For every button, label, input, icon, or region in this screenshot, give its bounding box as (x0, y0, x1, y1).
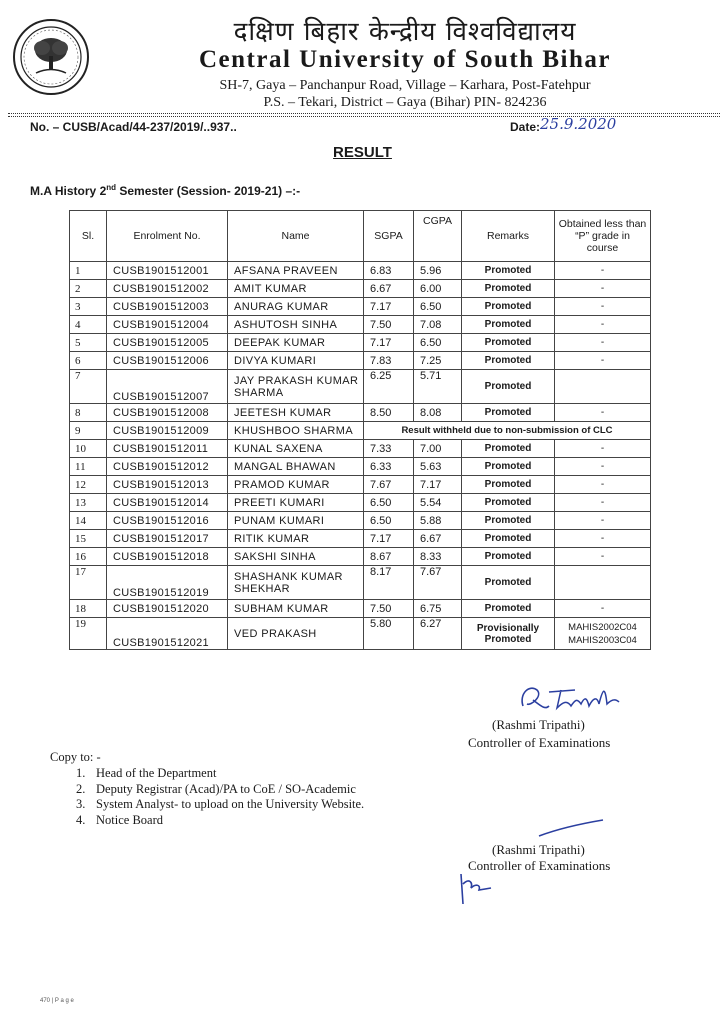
cell-remarks: Promoted (462, 476, 555, 494)
cell-sgpa: 7.17 (364, 298, 414, 316)
university-english-title: Central University of South Bihar (199, 46, 611, 73)
cell-remarks: Promoted (462, 566, 555, 600)
cell-name: SAKSHI SINHA (228, 548, 364, 566)
cell-remarks: Promoted (462, 440, 555, 458)
cell-obtained-less (555, 566, 651, 600)
cell-remarks: Promoted (462, 512, 555, 530)
table-row (70, 440, 651, 458)
cell-sl: 17 (70, 566, 107, 600)
result-heading: RESULT (333, 144, 392, 161)
cell-sgpa: 6.50 (364, 512, 414, 530)
cell-remarks: Promoted (462, 600, 555, 618)
signatory-name: (Rashmi Tripathi) (492, 717, 585, 732)
cell-sl: 13 (70, 494, 107, 512)
cell-name: PUNAM KUMARI (228, 512, 364, 530)
cell-enrolment: CUSB1901512021 (107, 618, 228, 650)
cell-enrolment: CUSB1901512013 (107, 476, 228, 494)
cell-sgpa: 5.80 (364, 618, 414, 650)
col-header-enrolment: Enrolment No. (107, 211, 228, 262)
cell-cgpa: 6.00 (414, 280, 462, 298)
address-line-1: SH-7, Gaya – Panchanpur Road, Village – Karhara, Post-Fatehpur (219, 78, 591, 93)
cell-sl: 2 (70, 280, 107, 298)
table-row (70, 370, 651, 404)
cell-enrolment: CUSB1901512019 (107, 566, 228, 600)
cell-sl: 14 (70, 512, 107, 530)
cell-sl: 9 (70, 422, 107, 440)
cell-obtained-less: - (555, 352, 651, 370)
signature (515, 676, 635, 716)
cell-enrolment: CUSB1901512009 (107, 422, 228, 440)
university-logo (12, 18, 90, 96)
cell-cgpa: 5.88 (414, 512, 462, 530)
cell-withheld-note: Result withheld due to non-submission of CLC (364, 422, 651, 440)
cell-enrolment: CUSB1901512012 (107, 458, 228, 476)
table-row (70, 494, 651, 512)
list-item: 2. Deputy Registrar (Acad)/PA to CoE / SO-Academic (76, 781, 356, 796)
cell-sl: 6 (70, 352, 107, 370)
cell-obtained-less: - (555, 298, 651, 316)
signature-stroke (535, 818, 607, 840)
col-header-sl: Sl. (70, 211, 107, 262)
cell-sl: 18 (70, 600, 107, 618)
cell-remarks: Promoted (462, 404, 555, 422)
cell-cgpa: 6.67 (414, 530, 462, 548)
cell-remarks: Provisionally Promoted (462, 618, 555, 650)
cell-name: VED PRAKASH (228, 618, 364, 650)
signatory-title: Controller of Examinations (468, 858, 611, 873)
cell-name: JAY PRAKASH KUMAR SHARMA (228, 370, 364, 404)
cell-enrolment: CUSB1901512008 (107, 404, 228, 422)
address-line-2: P.S. – Tekari, District – Gaya (Bihar) PIN- 824236 (263, 95, 547, 110)
cell-sgpa: 7.83 (364, 352, 414, 370)
cell-remarks: Promoted (462, 530, 555, 548)
cell-cgpa: 8.08 (414, 404, 462, 422)
initials-signature (455, 870, 495, 906)
cell-sgpa: 7.67 (364, 476, 414, 494)
table-row (70, 280, 651, 298)
col-header-cgpa: CGPA (414, 211, 462, 262)
cell-remarks: Promoted (462, 262, 555, 280)
cell-name: AMIT KUMAR (228, 280, 364, 298)
table-row (70, 530, 651, 548)
list-item: 1. Head of the Department (76, 766, 217, 780)
cell-cgpa: 6.50 (414, 298, 462, 316)
cell-remarks: Promoted (462, 316, 555, 334)
cell-name: MANGAL BHAWAN (228, 458, 364, 476)
cell-enrolment: CUSB1901512018 (107, 548, 228, 566)
cell-remarks: Promoted (462, 334, 555, 352)
cell-enrolment: CUSB1901512014 (107, 494, 228, 512)
cell-name: KHUSHBOO SHARMA (228, 422, 364, 440)
cell-name: PRAMOD KUMAR (228, 476, 364, 494)
cell-sgpa: 8.67 (364, 548, 414, 566)
cell-obtained-less: - (555, 548, 651, 566)
cell-obtained-less: MAHIS2002C04 MAHIS2003C04 (555, 618, 651, 650)
cell-sl: 4 (70, 316, 107, 334)
cell-remarks: Promoted (462, 548, 555, 566)
cell-remarks: Promoted (462, 458, 555, 476)
col-header-sgpa: SGPA (364, 211, 414, 262)
cell-name: KUNAL SAXENA (228, 440, 364, 458)
cell-name: ANURAG KUMAR (228, 298, 364, 316)
cell-enrolment: CUSB1901512017 (107, 530, 228, 548)
cell-obtained-less: - (555, 440, 651, 458)
cell-cgpa: 7.08 (414, 316, 462, 334)
copy-to-label: Copy to: - (50, 750, 101, 764)
cell-obtained-less: - (555, 404, 651, 422)
cell-obtained-less: - (555, 316, 651, 334)
cell-cgpa: 6.75 (414, 600, 462, 618)
cell-cgpa: 6.27 (414, 618, 462, 650)
result-table (69, 210, 651, 650)
cell-name: AFSANA PRAVEEN (228, 262, 364, 280)
table-row (70, 548, 651, 566)
cell-sl: 19 (70, 618, 107, 650)
university-seal-tree-icon (12, 18, 90, 96)
cell-remarks: Promoted (462, 494, 555, 512)
cell-enrolment: CUSB1901512001 (107, 262, 228, 280)
page-footer: 470 | P a g e (40, 998, 74, 1004)
table-row (70, 512, 651, 530)
table-row (70, 422, 651, 440)
cell-cgpa: 5.54 (414, 494, 462, 512)
cell-sl: 11 (70, 458, 107, 476)
cell-remarks: Promoted (462, 298, 555, 316)
cell-sgpa: 6.25 (364, 370, 414, 404)
course-title: M.A History 2nd Semester (Session- 2019-21) –:- (30, 183, 301, 198)
cell-sl: 5 (70, 334, 107, 352)
cell-obtained-less: - (555, 476, 651, 494)
cell-enrolment: CUSB1901512007 (107, 370, 228, 404)
cell-sgpa: 7.33 (364, 440, 414, 458)
cell-cgpa: 5.63 (414, 458, 462, 476)
cell-sl: 16 (70, 548, 107, 566)
table-row (70, 352, 651, 370)
table-row (70, 458, 651, 476)
cell-sl: 1 (70, 262, 107, 280)
cell-name: SHASHANK KUMAR SHEKHAR (228, 566, 364, 600)
table-row (70, 404, 651, 422)
cell-obtained-less: - (555, 530, 651, 548)
cell-obtained-less: - (555, 494, 651, 512)
cell-remarks: Promoted (462, 370, 555, 404)
col-header-remarks: Remarks (462, 211, 555, 262)
cell-name: RITIK KUMAR (228, 530, 364, 548)
cell-sgpa: 6.50 (364, 494, 414, 512)
table-row (70, 298, 651, 316)
cell-sgpa: 7.17 (364, 530, 414, 548)
cell-enrolment: CUSB1901512003 (107, 298, 228, 316)
cell-obtained-less: - (555, 262, 651, 280)
cell-obtained-less: - (555, 458, 651, 476)
cell-sgpa: 7.17 (364, 334, 414, 352)
cell-sgpa: 7.50 (364, 600, 414, 618)
col-header-name: Name (228, 211, 364, 262)
table-row (70, 316, 651, 334)
cell-name: ASHUTOSH SINHA (228, 316, 364, 334)
cell-enrolment: CUSB1901512002 (107, 280, 228, 298)
cell-name: DIVYA KUMARI (228, 352, 364, 370)
cell-sl: 7 (70, 370, 107, 404)
university-hindi-title: दक्षिण बिहार केन्द्रीय विश्वविद्यालय (233, 17, 577, 47)
cell-name: DEEPAK KUMAR (228, 334, 364, 352)
cell-sgpa: 6.83 (364, 262, 414, 280)
cell-sl: 10 (70, 440, 107, 458)
cell-sgpa: 8.50 (364, 404, 414, 422)
cell-sl: 8 (70, 404, 107, 422)
reference-number: No. – CUSB/Acad/44-237/2019/..937.. (30, 120, 237, 134)
cell-obtained-less: - (555, 280, 651, 298)
table-row (70, 476, 651, 494)
cell-cgpa: 5.96 (414, 262, 462, 280)
cell-remarks: Promoted (462, 280, 555, 298)
cell-enrolment: CUSB1901512020 (107, 600, 228, 618)
cell-sl: 15 (70, 530, 107, 548)
cell-sgpa: 7.50 (364, 316, 414, 334)
cell-obtained-less: - (555, 600, 651, 618)
signatory-name: (Rashmi Tripathi) (492, 842, 585, 857)
cell-enrolment: CUSB1901512005 (107, 334, 228, 352)
table-row (70, 618, 651, 650)
cell-cgpa: 7.67 (414, 566, 462, 600)
cell-cgpa: 7.00 (414, 440, 462, 458)
table-row (70, 334, 651, 352)
cell-cgpa: 5.71 (414, 370, 462, 404)
cell-sl: 3 (70, 298, 107, 316)
list-item: 4. Notice Board (76, 812, 163, 827)
cell-obtained-less (555, 370, 651, 404)
table-header-row (70, 211, 651, 262)
cell-sgpa: 6.33 (364, 458, 414, 476)
list-item: 3. System Analyst- to upload on the University Website. (76, 797, 365, 811)
col-header-obtained: Obtained less than “P” grade in course (555, 211, 651, 262)
cell-obtained-less: - (555, 334, 651, 352)
cell-name: SUBHAM KUMAR (228, 600, 364, 618)
cell-enrolment: CUSB1901512011 (107, 440, 228, 458)
cell-sgpa: 6.67 (364, 280, 414, 298)
table-row (70, 600, 651, 618)
cell-remarks: Promoted (462, 352, 555, 370)
cell-cgpa: 7.17 (414, 476, 462, 494)
signatory-title: Controller of Examinations (468, 735, 611, 750)
header-divider (8, 113, 720, 114)
cell-obtained-less: - (555, 512, 651, 530)
cell-enrolment: CUSB1901512006 (107, 352, 228, 370)
cell-enrolment: CUSB1901512016 (107, 512, 228, 530)
result-table-body (70, 262, 651, 650)
cell-sgpa: 8.17 (364, 566, 414, 600)
cell-name: JEETESH KUMAR (228, 404, 364, 422)
table-row (70, 262, 651, 280)
cell-sl: 12 (70, 476, 107, 494)
cell-cgpa: 6.50 (414, 334, 462, 352)
cell-cgpa: 8.33 (414, 548, 462, 566)
cell-name: PREETI KUMARI (228, 494, 364, 512)
table-row (70, 566, 651, 600)
date-label: Date: (510, 120, 541, 134)
cell-cgpa: 7.25 (414, 352, 462, 370)
copy-to-list (76, 766, 364, 828)
date-value-handwritten: 25.9.2020 (540, 115, 617, 133)
cell-enrolment: CUSB1901512004 (107, 316, 228, 334)
